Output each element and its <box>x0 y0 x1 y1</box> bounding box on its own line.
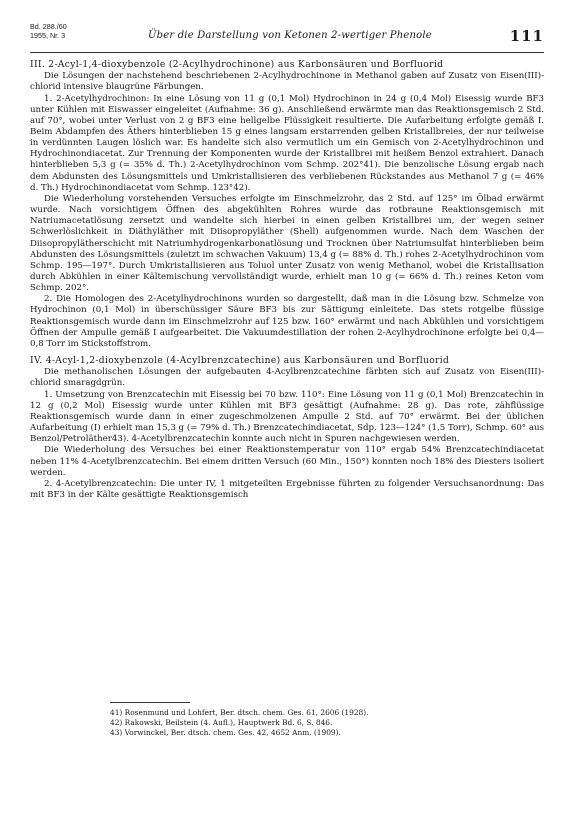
footnote-42: 42) Rakowski, Beilstein (4. Aufl.), Hauptwerk Bd. 6, S. 846. <box>110 718 333 727</box>
paragraph: 1. 2-Acetylhydrochinon: In eine Lösung von 11 g (0,1 Mol) Hydrochinon in 24 g (0,4 Mol) Eisessig wurde BF3 unter Kühlen mit Eiswasser eingeleitet (Aufnahme: 36 g). Anschließend erwärmte man das Reaktionsgemisch 2 Std. auf 70°, wobei unter Verlust von 2 g BF3 eine hellgelbe Flüssigkeit resultierte. Die Aufarbeitung erfolgte gemäß I. Beim Abdampfen des Äthers hinterblieben 15 g eines langsam erstarrenden gelben Kristallbreies, der nur teilweise in verdünnten Laugen löslich war. Es handelte sich also vermutlich um ein Gemisch von 2-Acetylhydrochinon und Hydrochinondiacetat. Zur Trennung der Komponenten wurde der Kristallbrei mit heißem Benzol extrahiert. Danach hinterblieben 5,3 g (= 35% d. Th.) 2-Acetylhydrochinon vom Schmp. 202°41). Die benzolische Lösung ergab nach dem Abdunsten des Lösungsmittels und Umkristallisieren des verbliebenen Rückstandes aus Methanol 7 g (= 46% d. Th.) Hydrochinondiacetat vom Schmp. 123°42). <box>30 93 544 193</box>
journal-volume-line: Bd. 288./60 <box>30 22 67 31</box>
header-rule <box>30 52 544 53</box>
footnote-43: 43) Vorwinckel, Ber. dtsch. chem. Ges. 42, 4652 Anm. (1909). <box>110 728 341 737</box>
running-title: Über die Darstellung von Ketonen 2-wertiger Phenole <box>148 30 432 41</box>
paragraph: Die Wiederholung des Versuches bei einer Reaktionstemperatur von 110° ergab 54% Brenzcatechindiacetat neben 11% 4-Acetylbrenzcatechin. Bei einem dritten Versuch (60 Min., 150°) konnten noch 18% des Diesters isoliert werden. <box>30 445 544 478</box>
paragraph: 2. 4-Acetylbrenzcatechin: Die unter IV, 1 mitgeteilten Ergebnisse führten zu folgender Versuchsanordnung: Das mit BF3 in der Kälte gesättigte Reaktionsgemisch <box>30 478 544 501</box>
paragraph: Die Wiederholung vorstehenden Versuches erfolgte im Einschmelzrohr, das 2 Std. auf 125° im Ölbad erwärmt wurde. Nach vorsichtigem Öffnen des abgekühlten Rohres wurde das rotbraune Reaktionsgemisch mit Natriumacetatlösung zersetzt und wandelte sich hierbei in einen gelben Kristallbrei um, der wegen seiner Schwerlöslichkeit in Diäthyläther mit Diisopropyläther (Shell) aufgenommen wurde. Nach dem Waschen der Diisopropylätherschicht mit Natriumhydrogenkarbonatlösung und Trocknen über Natriumsulfat hinterblieben beim Abdunsten des Lösungsmittels (zuletzt im schwachen Vakuum) 13,4 g (= 88% d. Th.) rohes 2-Acetylhydrochinon vom Schmp. 195—197°. Durch Umkristallisieren aus Toluol unter Zusatz von wenig Methanol, wobei die Kristallisation durch Abkühlen in einer Kältemischung vervollständigt wurde, erhielt man 10 g (= 66% d. Th.) reines Keton vom Schmp. 202°. <box>30 193 544 294</box>
paragraph: Die Lösungen der nachstehend beschriebenen 2-Acylhydrochinone in Methanol gaben auf Zusatz von Eisen(III)-chlorid intensive blaugrüne Färbungen. <box>30 71 544 93</box>
page-header <box>30 22 544 52</box>
section-heading-iv: IV. 4-Acyl-1,2-dioxybenzole (4-Acylbrenzcatechine) aus Karbonsäuren und Borfluorid <box>30 356 450 367</box>
journal-volume-info <box>30 22 67 40</box>
page-number: 111 <box>509 27 544 45</box>
paragraph: 1. Umsetzung von Brenzcatechin mit Eisessig bei 70 bzw. 110°: Eine Lösung von 11 g (0,1 Mol) Brenzcatechin in 12 g (0,2 Mol) Eisessig wurde unter Kühlen mit BF3 gesättigt (Aufnahme: 28 g). Das rote, zähflüssige Reaktionsgemisch wurde dann in einer zugeschmolzenen Ampulle 2 Std. auf 70° erwärmt. Bei der üblichen Aufarbeitung (I) erhielt man 15,3 g (= 79% d. Th.) Brenzcatechindiacetat, Sdp. 123—124° (1,5 Torr), Schmp. 60° aus Benzol/Petroläther43). 4-Acetylbrenzcatechin konnte auch nicht in Spuren nachgewiesen werden. <box>30 389 544 445</box>
journal-year-line: 1955, Nr. 3 <box>30 31 66 40</box>
footnote-rule <box>110 702 190 703</box>
article-body <box>30 60 544 501</box>
footnote-41: 41) Rosenmund und Lohfert, Ber. dtsch. chem. Ges. 61, 2606 (1928). <box>110 708 369 717</box>
paragraph: Die methanolischen Lösungen der aufgebauten 4-Acylbrenzcatechine färbten sich auf Zusatz von Eisen(III)-chlorid smaragdgrün. <box>30 367 544 389</box>
paragraph: 2. Die Homologen des 2-Acetylhydrochinons wurden so dargestellt, daß man in die Lösung bzw. Schmelze von Hydrochinon (0,1 Mol) in überschüssiger Säure BF3 bis zur Sättigung einleitete. Das stets rotgelbe flüssige Reaktionsgemisch wurde dann im Einschmelzrohr auf 125 bzw. 160° erwärmt und nach Abkühlen und vorsichtigem Öffnen der Ampulle gemäß I aufgearbeitet. Die Vakuumdestillation der rohen 2-Acylhydrochinone erfolgte bei 0,4—0,8 Torr im Stickstoffstrom. <box>30 294 544 349</box>
section-heading-iii: III. 2-Acyl-1,4-dioxybenzole (2-Acylhydrochinone) aus Karbonsäuren und Borfluorid <box>30 60 444 70</box>
